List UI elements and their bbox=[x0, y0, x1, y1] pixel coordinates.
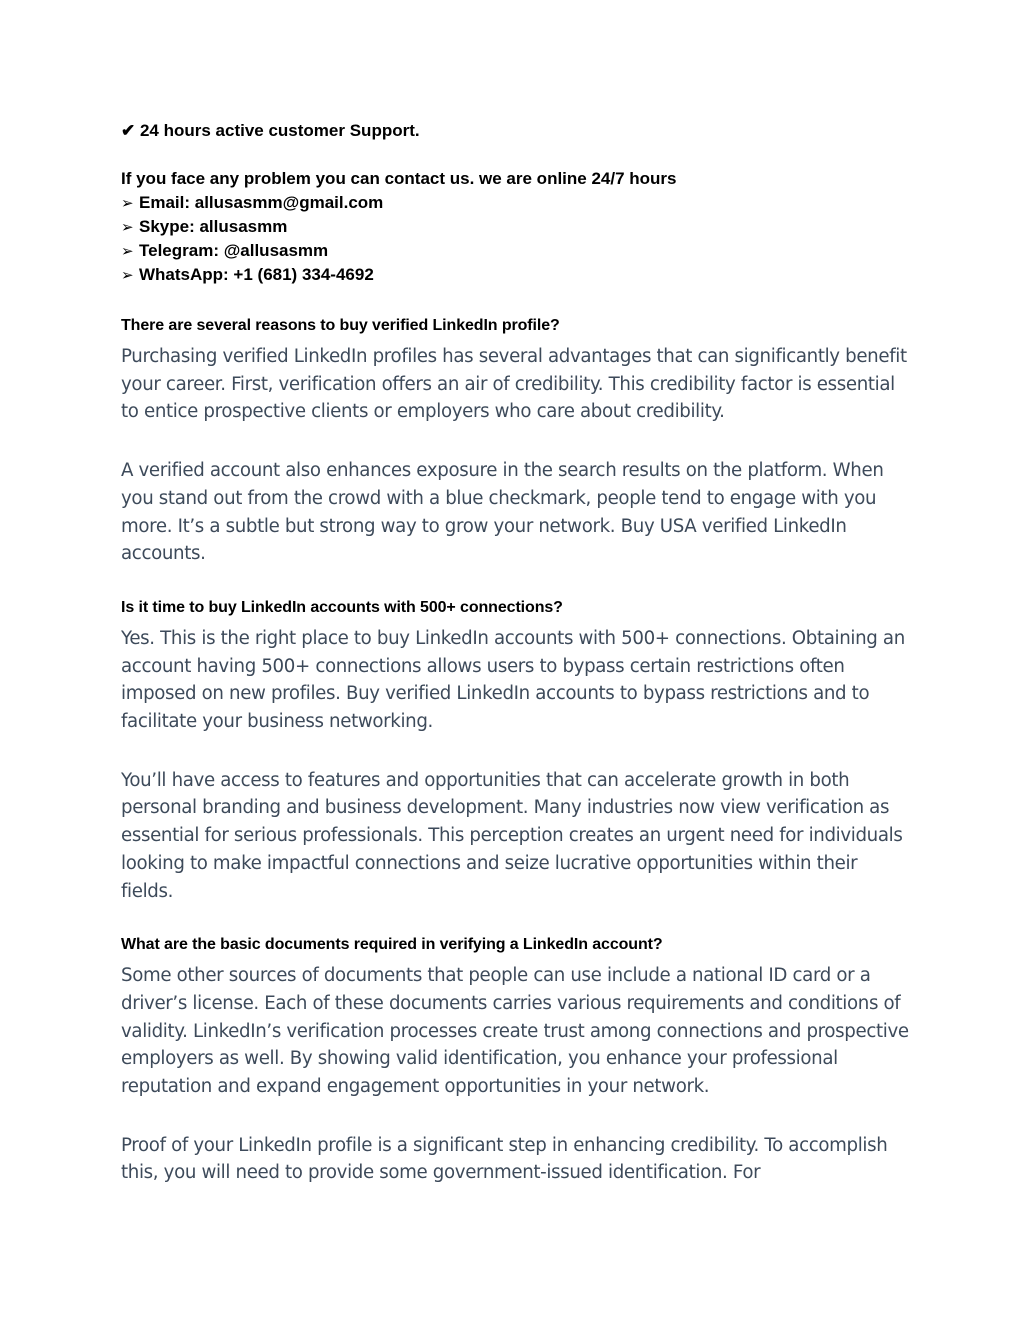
section-500-connections bbox=[121, 597, 911, 905]
arrow-icon: ➢ bbox=[121, 218, 134, 236]
section-heading: Is it time to buy LinkedIn accounts with 500+ connections? bbox=[121, 598, 563, 616]
arrow-icon: ➢ bbox=[121, 242, 134, 260]
paragraph: You’ll have access to features and opportunities that can accelerate growth in both personal branding and business development. Many industries now view verification as essential for serious professionals. This perception creates an urgent need for individuals looking to make impactful connections and seize lucrative opportunities within their fields. bbox=[121, 769, 903, 902]
support-line: ✔ 24 hours active customer Support. bbox=[121, 121, 420, 140]
section-documents bbox=[121, 934, 911, 1187]
document-page bbox=[121, 119, 911, 1216]
contact-whatsapp bbox=[121, 263, 911, 287]
contact-block bbox=[121, 167, 911, 287]
paragraph: A verified account also enhances exposure in the search results on the platform. When you stand out from the crowd with a blue checkmark, people tend to engage with you more. It’s a subtle but strong way to grow your network. Buy USA verified LinkedIn accounts. bbox=[121, 460, 884, 565]
section-reasons bbox=[121, 315, 911, 568]
section-heading: There are several reasons to buy verified LinkedIn profile? bbox=[121, 317, 560, 334]
contact-skype-text: Skype: allusasmm bbox=[139, 217, 288, 236]
contact-email bbox=[121, 191, 911, 215]
contact-telegram bbox=[121, 239, 911, 263]
contact-telegram-text: Telegram: @allusasmm bbox=[139, 241, 329, 260]
contact-skype bbox=[121, 215, 911, 239]
contact-whatsapp-text: WhatsApp: +1 (681) 334-4692 bbox=[139, 265, 374, 284]
contact-email-text: Email: allusasmm@gmail.com bbox=[139, 193, 384, 212]
paragraph: Some other sources of documents that people can use include a national ID card or a driver’s license. Each of these documents carries various requirements and conditions of validity. LinkedIn’s verification processes create trust among connections and prospective employers as well. By showing valid identification, you enhance your professional reputation and expand engagement opportunities in your network. bbox=[121, 965, 909, 1098]
paragraph: Purchasing verified LinkedIn profiles has several advantages that can significantly benefit your career. First, verification offers an air of credibility. This credibility factor is essential to entice prospective clients or employers who care about credibility. bbox=[121, 346, 907, 423]
arrow-icon: ➢ bbox=[121, 194, 134, 212]
section-heading: What are the basic documents required in verifying a LinkedIn account? bbox=[121, 936, 663, 954]
paragraph: Proof of your LinkedIn profile is a significant step in enhancing credibility. To accomplish this, you will need to provide some government-issued identification. For bbox=[121, 1134, 888, 1184]
arrow-icon: ➢ bbox=[121, 266, 134, 284]
contact-intro: If you face any problem you can contact us. we are online 24/7 hours bbox=[121, 169, 677, 188]
paragraph: Yes. This is the right place to buy LinkedIn accounts with 500+ connections. Obtaining an account having 500+ connections allows users to bypass certain restrictions often imposed on new profiles. Buy verified LinkedIn accounts to bypass restrictions and to facilitate your business networking. bbox=[121, 627, 905, 733]
